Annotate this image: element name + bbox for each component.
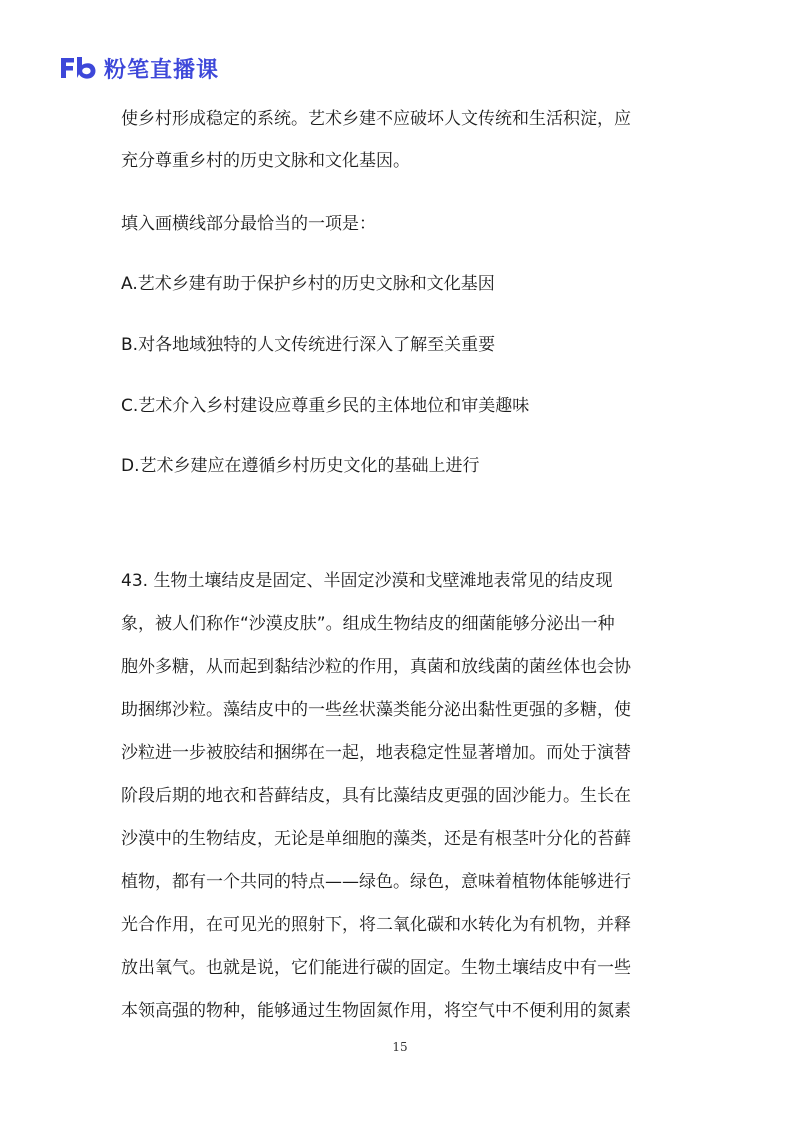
text-line: 使乡村形成稳定的系统。艺术乡建不应破坏人文传统和生活积淀，应 xyxy=(121,109,631,129)
brand-name: 粉笔直播课 xyxy=(104,57,220,83)
page-number: 15 xyxy=(392,1040,408,1054)
passage-line: 象，被人们称作“沙漠皮肤”。组成生物结皮的细菌能够分泌出一种 xyxy=(121,614,615,634)
text-line: 充分尊重乡村的历史文脉和文化基因。 xyxy=(121,151,410,171)
passage-line: 沙粒进一步被胶结和捆绑在一起，地表稳定性显著增加。而处于演替 xyxy=(121,743,631,763)
passage-line: 助捆绑沙粒。藻结皮中的一些丝状藻类能分泌出黏性更强的多糖，使 xyxy=(121,700,631,720)
passage-line: 43. 生物土壤结皮是固定、半固定沙漠和戈壁滩地表常见的结皮现 xyxy=(121,571,613,591)
passage-line: 光合作用，在可见光的照射下，将二氧化碳和水转化为有机物，并释 xyxy=(121,915,631,935)
option-b: B.对各地域独特的人文传统进行深入了解至关重要 xyxy=(121,335,496,355)
question-prompt: 填入画横线部分最恰当的一项是： xyxy=(121,214,376,234)
passage-line: 植物，都有一个共同的特点——绿色。绿色，意味着植物体能够进行 xyxy=(121,872,631,892)
passage-line: 本领高强的物种，能够通过生物固氮作用，将空气中不便利用的氮素 xyxy=(121,1001,631,1021)
passage-line: 放出氧气。也就是说，它们能进行碳的固定。生物土壤结皮中有一些 xyxy=(121,958,631,978)
passage-line: 胞外多糖，从而起到黏结沙粒的作用，真菌和放线菌的菌丝体也会协 xyxy=(121,657,631,677)
passage-line: 阶段后期的地衣和苔藓结皮，具有比藻结皮更强的固沙能力。生长在 xyxy=(121,786,631,806)
option-c: C.艺术介入乡村建设应尊重乡民的主体地位和审美趣味 xyxy=(121,396,530,416)
fenbi-logo-icon xyxy=(58,54,98,82)
option-a: A.艺术乡建有助于保护乡村的历史文脉和文化基因 xyxy=(121,274,495,294)
page-header xyxy=(58,52,219,84)
passage-line: 沙漠中的生物结皮，无论是单细胞的藻类，还是有根茎叶分化的苔藓 xyxy=(121,829,631,849)
option-d: D.艺术乡建应在遵循乡村历史文化的基础上进行 xyxy=(121,456,480,476)
